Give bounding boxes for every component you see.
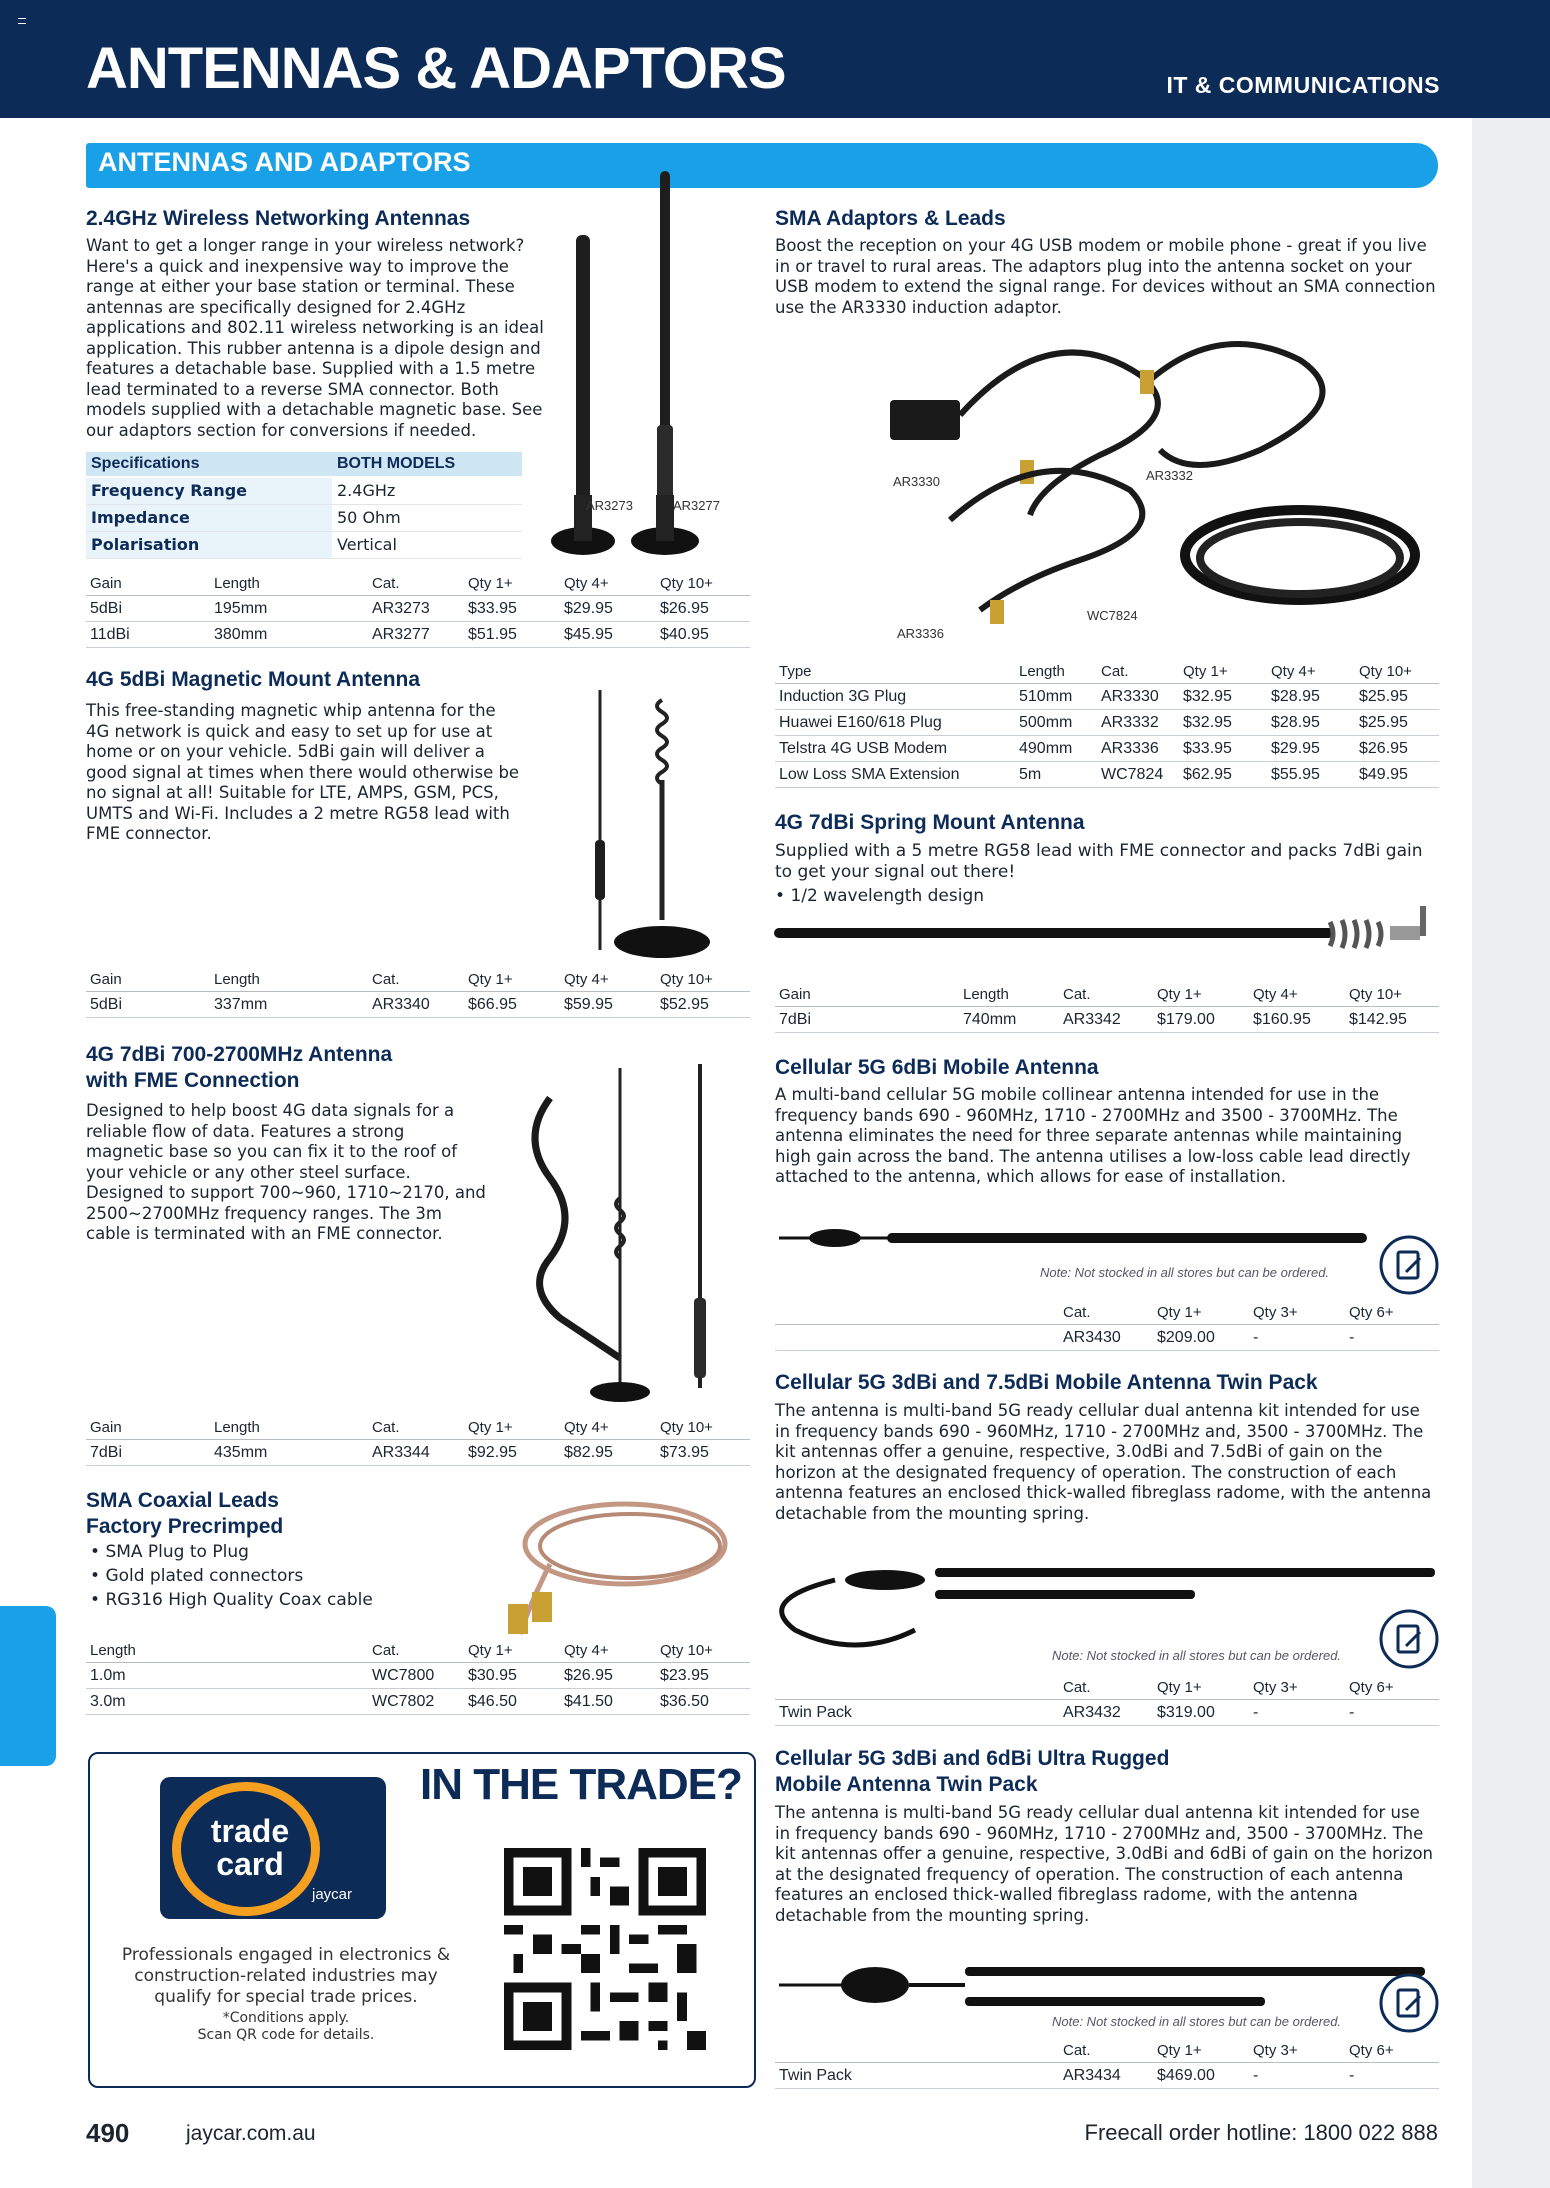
sma-price-table [775,661,1439,788]
cell: 500mm [1015,710,1097,736]
trade-condition-line: *Conditions apply. [222,2010,350,2026]
trade-card-brand: jaycar [312,1886,353,1903]
trade-body: Professionals engaged in electronics & construction-related industries may qualify for special trade prices. [121,1945,451,2007]
col-header [775,1302,1059,1325]
cell: $45.95 [560,622,656,648]
col-header: Gain [86,969,210,992]
page-edge [1472,118,1550,2188]
g5-rugged-heading-1: Cellular 5G 3dBi and 6dBi Ultra Rugged [775,1747,1170,1770]
banner-title: ANTENNAS AND ADAPTORS [98,147,471,177]
cell: $40.95 [656,622,750,648]
col-header: Cat. [368,1640,464,1663]
table-row [775,1700,1439,1726]
image-label: AR3330 [893,474,940,489]
cell: $32.95 [1179,684,1267,710]
g5-6-body: A multi-band cellular 5G mobile collinear antenna intended for use in the frequency bands 690 - 960MHz, 1710 - 2700MHz and 3500 - 3700MHz. The antenna eliminates the need for three separate antennas while maintaining high gain across the band. The antenna utilises a low-loss cable lead directly attached to the antenna, which allows for ease of installation. [775,1085,1411,1186]
cell: $49.95 [1355,762,1439,788]
table-row [775,1325,1439,1351]
fme-antenna-image [500,1058,740,1408]
trade-card-text [200,1815,300,1881]
section-label: IT & COMMUNICATIONS [1166,72,1440,98]
page-number: 490 [86,2118,130,2148]
fme-heading-1: 4G 7dBi 700-2700MHz Antenna [86,1043,393,1066]
trade-card-line: card [216,1846,284,1882]
fme-body: Designed to help boost 4G data signals for a reliable flow of data. Features a strong magnetic base so you can fix it to the roof of your vehicle or any other steel surface. Designed to support 700~960, 1710~2170, and 2500~2700MHz frequency ranges. The 3m cable is terminated with an FME connector. [86,1101,486,1243]
cell: $142.95 [1345,1007,1439,1033]
bullet-item: • Gold plated connectors [90,1564,373,1588]
coax-price-table [86,1640,750,1715]
cell: $36.50 [656,1689,750,1715]
coax-bullets [90,1540,373,1612]
cell: $319.00 [1153,1700,1249,1726]
table-row [86,622,750,648]
table-row [86,1440,750,1466]
col-header: Length [86,1640,368,1663]
col-header: Cat. [1059,2040,1153,2063]
qr-code-icon[interactable] [504,1846,706,2052]
col-header: Qty 6+ [1345,2040,1439,2063]
col-header: Qty 4+ [1249,984,1345,1007]
spec-label: Frequency Range [86,477,332,504]
cell: $55.95 [1267,762,1355,788]
col-header: Qty 4+ [560,1417,656,1440]
cell: - [1345,1700,1439,1726]
cell: 337mm [210,992,368,1018]
col-header: Length [210,573,368,596]
fme-heading-2: with FME Connection [86,1069,300,1092]
cell [775,1325,1059,1351]
spring-price-table [775,984,1439,1033]
cell: Telstra 4G USB Modem [775,736,1015,762]
cell: - [1249,1700,1345,1726]
cell: 490mm [1015,736,1097,762]
fme-price-table [86,1417,750,1466]
spring-heading: 4G 7dBi Spring Mount Antenna [775,811,1085,834]
g5-rugged-note: Note: Not stocked in all stores but can be ordered. [1052,2014,1342,2029]
spec-label: Polarisation [86,531,332,558]
g5-twin-heading: Cellular 5G 3dBi and 7.5dBi Mobile Antenna Twin Pack [775,1371,1318,1394]
coax-heading-1: SMA Coaxial Leads [86,1489,279,1512]
g5-6-price-table [775,1302,1439,1351]
col-header: Qty 10+ [656,573,750,596]
trade-card-line: trade [210,1813,290,1849]
cell: 5m [1015,762,1097,788]
g5-rugged-heading-2: Mobile Antenna Twin Pack [775,1773,1038,1796]
cell: AR3430 [1059,1325,1153,1351]
col-header: Cat. [1059,1302,1153,1325]
cell: 510mm [1015,684,1097,710]
site-link[interactable]: jaycar.com.au [186,2122,316,2145]
cell: Huawei E160/618 Plug [775,710,1015,736]
cell: $28.95 [1267,710,1355,736]
spec-label: Impedance [86,504,332,531]
cell: AR3273 [368,596,464,622]
col-header: Qty 3+ [1249,1302,1345,1325]
cell: 7dBi [86,1440,210,1466]
table-row [86,596,750,622]
cell: 3.0m [86,1689,368,1715]
cell: AR3336 [1097,736,1179,762]
wifi-body: Want to get a longer range in your wireless network? Here's a quick and inexpensive way to improve the range at either your base station or terminal. These antennas are specifically designed for 2.4GHz applications and 802.11 wireless networking is an ideal application. This rubber antenna is a dipole design and features a detachable base. Supplied with a 1.5 metre lead terminated to a reverse SMA connector. Both models supplied with a detachable magnetic base. See our adaptors section for conversions if needed. [86,236,544,440]
col-header: Qty 1+ [464,1640,560,1663]
cell: $32.95 [1179,710,1267,736]
cell: AR3277 [368,622,464,648]
cell: $29.95 [560,596,656,622]
spring-antenna-image [770,900,1440,960]
cell: $28.95 [1267,684,1355,710]
cell: - [1345,1325,1439,1351]
cell: 195mm [210,596,368,622]
col-header [775,2040,1059,2063]
cell: $33.95 [464,596,560,622]
col-header: Qty 4+ [560,1640,656,1663]
side-tab[interactable] [0,1606,56,1766]
cell: $33.95 [1179,736,1267,762]
bullet-item: • 1/2 wavelength design [775,884,984,908]
cell: 5dBi [86,992,210,1018]
col-header: Cat. [1059,1677,1153,1700]
cell: 1.0m [86,1663,368,1689]
col-header: Gain [86,1417,210,1440]
trade-conditions [106,2010,466,2044]
cell: $469.00 [1153,2063,1249,2089]
sma-body: Boost the reception on your 4G USB modem or mobile phone - great if you live in or travel to rural areas. The adaptors plug into the antenna socket on your USB modem to extend the signal range. For devices without an SMA connection use the AR3330 induction adaptor. [775,236,1436,317]
col-header: Length [210,1417,368,1440]
cell: $29.95 [1267,736,1355,762]
image-label: WC7824 [1087,608,1138,623]
section-banner [86,143,1438,188]
image-label: AR3277 [673,498,720,513]
cell: $51.95 [464,622,560,648]
cell: $46.50 [464,1689,560,1715]
col-header: Qty 10+ [1355,661,1439,684]
table-row [86,1663,750,1689]
cell: Twin Pack [775,1700,1059,1726]
cell: $41.50 [560,1689,656,1715]
col-header [775,1677,1059,1700]
spec-value: 2.4GHz [332,477,522,504]
order-icon[interactable] [1378,1972,1440,2034]
col-header: Qty 10+ [1345,984,1439,1007]
cell: $66.95 [464,992,560,1018]
cell: 380mm [210,622,368,648]
col-header: Qty 1+ [1179,661,1267,684]
order-icon[interactable] [1378,1608,1440,1670]
cell: 11dBi [86,622,210,648]
col-header: Qty 4+ [560,969,656,992]
g5-rugged-price-table [775,2040,1439,2089]
table-row [775,710,1439,736]
menu-icon[interactable] [18,18,26,24]
g5-twin-body: The antenna is multi-band 5G ready cellular dual antenna kit intended for use in frequency bands 690 - 960MHz, 1710 - 2700MHz and, 3500 - 3700MHz. The kit antennas offer a genuine, respective, 3.0dBi and 7.5dBi of gain on the horizon at the designated frequency of operation. The construction of each antenna features an enclosed thick-walled fibreglass radome, with the antenna detachable from the mounting spring. [775,1401,1432,1523]
cell: $92.95 [464,1440,560,1466]
g5-6-note: Note: Not stocked in all stores but can be ordered. [1040,1265,1330,1280]
col-header: Length [1015,661,1097,684]
spring-body: Supplied with a 5 metre RG58 lead with FME connector and packs 7dBi gain to get your signal out there! [775,841,1423,882]
cell: Twin Pack [775,2063,1059,2089]
cell: Induction 3G Plug [775,684,1015,710]
cell: WC7824 [1097,762,1179,788]
cell: WC7802 [368,1689,464,1715]
magnetic-body: This free-standing magnetic whip antenna for the 4G network is quick and easy to set up for use at home or on your vehicle. 5dBi gain will deliver a good signal at times when there would otherwise be no signal at all! Suitable for LTE, AMPS, GSM, PCS, UMTS and Wi-Fi. Includes a 2 metre RG58 lead with FME connector. [86,701,520,843]
g5-6-antenna-image [775,1218,1375,1258]
g5-twin-price-table [775,1677,1439,1726]
cell: - [1345,2063,1439,2089]
hotline: Freecall order hotline: 1800 022 888 [1084,2120,1438,2145]
magnetic-heading: 4G 5dBi Magnetic Mount Antenna [86,668,421,691]
col-header: Qty 10+ [656,1640,750,1663]
cell: 5dBi [86,596,210,622]
g5-twin-note: Note: Not stocked in all stores but can be ordered. [1052,1648,1342,1663]
col-header: Type [775,661,1015,684]
table-row [775,736,1439,762]
cell: $82.95 [560,1440,656,1466]
col-header: Cat. [368,573,464,596]
spec-header: BOTH MODELS [332,452,522,477]
col-header: Qty 3+ [1249,2040,1345,2063]
col-header: Qty 1+ [1153,1677,1249,1700]
cell: $23.95 [656,1663,750,1689]
cell: - [1249,2063,1345,2089]
wifi-spec-table [86,452,522,559]
table-row [775,762,1439,788]
sma-adaptors-image [880,320,1420,650]
col-header: Qty 1+ [1153,2040,1249,2063]
table-row [775,1007,1439,1033]
cell: Low Loss SMA Extension [775,762,1015,788]
col-header: Qty 1+ [1153,984,1249,1007]
col-header: Length [210,969,368,992]
cell: 740mm [959,1007,1059,1033]
trade-condition-line: Scan QR code for details. [197,2027,375,2043]
trade-heading: IN THE TRADE? [420,1760,742,1809]
spec-value: 50 Ohm [332,504,522,531]
col-header: Length [959,984,1059,1007]
sma-heading: SMA Adaptors & Leads [775,207,1006,230]
g5-6-heading: Cellular 5G 6dBi Mobile Antenna [775,1056,1099,1079]
col-header: Qty 4+ [560,573,656,596]
col-header: Qty 1+ [1153,1302,1249,1325]
cell: WC7800 [368,1663,464,1689]
magnetic-price-table [86,969,750,1018]
bullet-item: • RG316 High Quality Coax cable [90,1588,373,1612]
col-header: Qty 1+ [464,969,560,992]
coax-heading-2: Factory Precrimped [86,1515,284,1538]
cell: - [1249,1325,1345,1351]
cell: 7dBi [775,1007,959,1033]
col-header: Cat. [368,969,464,992]
col-header: Qty 6+ [1345,1302,1439,1325]
col-header: Gain [86,573,210,596]
cell: $52.95 [656,992,750,1018]
coax-cable-image [490,1484,740,1644]
table-row [86,1689,750,1715]
cell: AR3344 [368,1440,464,1466]
cell: $26.95 [1355,736,1439,762]
image-label: AR3336 [897,626,944,641]
col-header: Qty 10+ [656,969,750,992]
wifi-heading: 2.4GHz Wireless Networking Antennas [86,207,471,230]
col-header: Cat. [368,1417,464,1440]
table-row [86,992,750,1018]
col-header: Qty 10+ [656,1417,750,1440]
cell: $160.95 [1249,1007,1345,1033]
cell: AR3342 [1059,1007,1153,1033]
cell: $59.95 [560,992,656,1018]
col-header: Qty 3+ [1249,1677,1345,1700]
cell: $209.00 [1153,1325,1249,1351]
cell: 435mm [210,1440,368,1466]
table-row [775,2063,1439,2089]
col-header: Cat. [1059,984,1153,1007]
cell: $62.95 [1179,762,1267,788]
col-header: Qty 6+ [1345,1677,1439,1700]
cell: $26.95 [656,596,750,622]
table-row [775,684,1439,710]
col-header: Qty 1+ [464,1417,560,1440]
order-icon[interactable] [1378,1234,1440,1296]
cell: $25.95 [1355,684,1439,710]
page-title: ANTENNAS & ADAPTORS [86,36,786,101]
cell: AR3330 [1097,684,1179,710]
cell: $25.95 [1355,710,1439,736]
cell: $179.00 [1153,1007,1249,1033]
col-header: Cat. [1097,661,1179,684]
magnetic-antenna-image [580,680,740,960]
col-header: Qty 4+ [1267,661,1355,684]
wifi-price-table [86,573,750,648]
bullet-item: • SMA Plug to Plug [90,1540,373,1564]
cell: AR3432 [1059,1700,1153,1726]
spec-header: Specifications [86,452,332,477]
image-label: AR3273 [586,498,633,513]
cell: AR3340 [368,992,464,1018]
cell: $26.95 [560,1663,656,1689]
cell: $73.95 [656,1440,750,1466]
g5-rugged-body: The antenna is multi-band 5G ready cellular dual antenna kit intended for use in frequency bands 690 - 960MHz, 1710 - 2700MHz and, 3500 - 3700MHz. The kit antennas offer a genuine, respective, 3.0dBi and 6dBi of gain on the horizon at the designated frequency of operation. The construction of each antenna features an enclosed thick-walled fibreglass radome, with the antenna detachable from the mounting spring. [775,1803,1434,1925]
cell: AR3332 [1097,710,1179,736]
col-header: Gain [775,984,959,1007]
spec-value: Vertical [332,531,522,558]
cell: $30.95 [464,1663,560,1689]
col-header: Qty 1+ [464,573,560,596]
cell: AR3434 [1059,2063,1153,2089]
image-label: AR3332 [1146,468,1193,483]
